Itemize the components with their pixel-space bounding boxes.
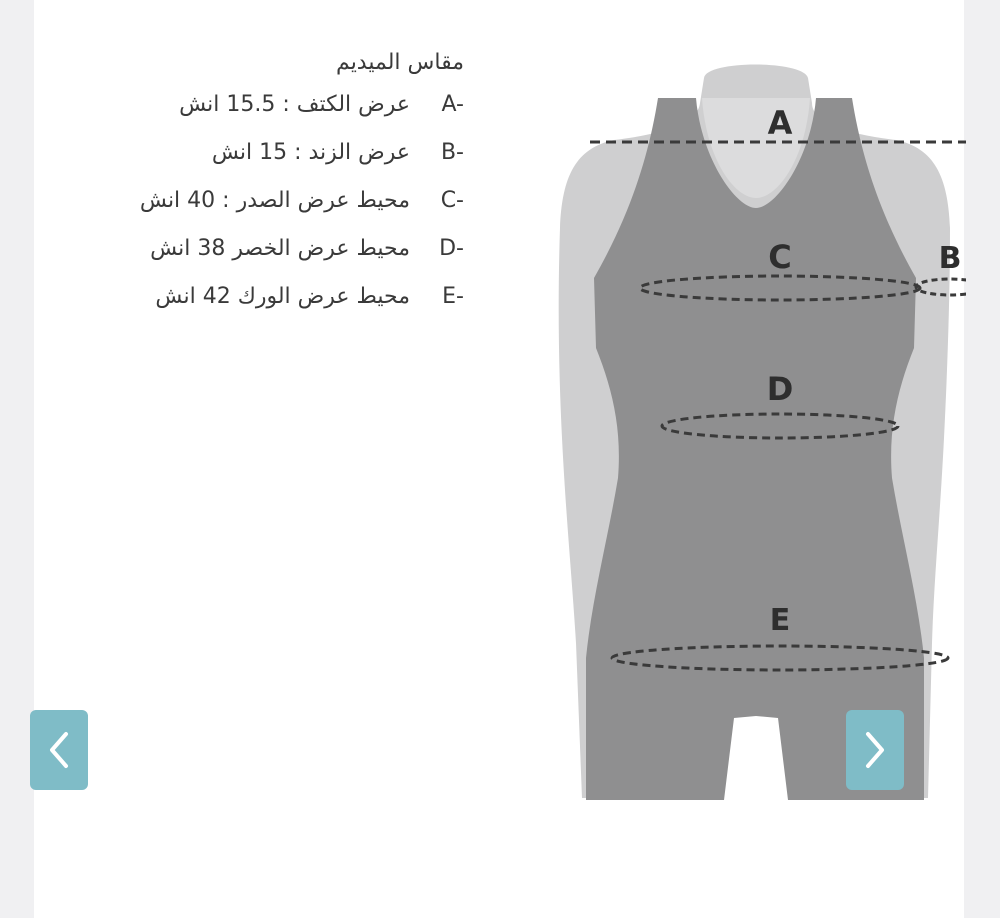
measure-label-e: E: [769, 603, 791, 638]
size-row-code: B-: [440, 140, 464, 165]
size-row-text: محيط عرض الورك 42 انش: [155, 284, 410, 309]
size-row-text: محيط عرض الصدر : 40 انش: [139, 188, 410, 213]
size-row-b: [64, 140, 464, 188]
size-row-a: [64, 92, 464, 140]
chevron-left-icon: [44, 728, 74, 772]
measure-label-b: B: [938, 241, 962, 276]
size-row-text: عرض الكتف : 15.5 انش: [179, 92, 410, 117]
size-row-code: E-: [442, 284, 464, 309]
chevron-right-icon: [860, 728, 890, 772]
size-row-d: [64, 236, 464, 284]
previous-image-button[interactable]: [30, 710, 88, 790]
measure-label-d: D: [766, 370, 794, 408]
body-silhouette: [546, 58, 966, 808]
size-row-code: A-: [441, 92, 464, 117]
next-image-button[interactable]: [846, 710, 904, 790]
size-chart-title: مقاس الميديم: [336, 50, 464, 75]
size-row-e: [64, 284, 464, 332]
size-chart: [64, 50, 474, 332]
size-row-code: C-: [440, 188, 464, 213]
body-measurement-figure: [546, 58, 966, 808]
measure-label-a: A: [767, 104, 793, 142]
size-row-text: محيط عرض الخصر 38 انش: [150, 236, 410, 261]
size-row-c: [64, 188, 464, 236]
size-row-code: D-: [439, 236, 464, 261]
product-image-card: [34, 0, 964, 918]
size-row-text: عرض الزند : 15 انش: [211, 140, 410, 165]
measure-label-c: C: [768, 238, 792, 276]
